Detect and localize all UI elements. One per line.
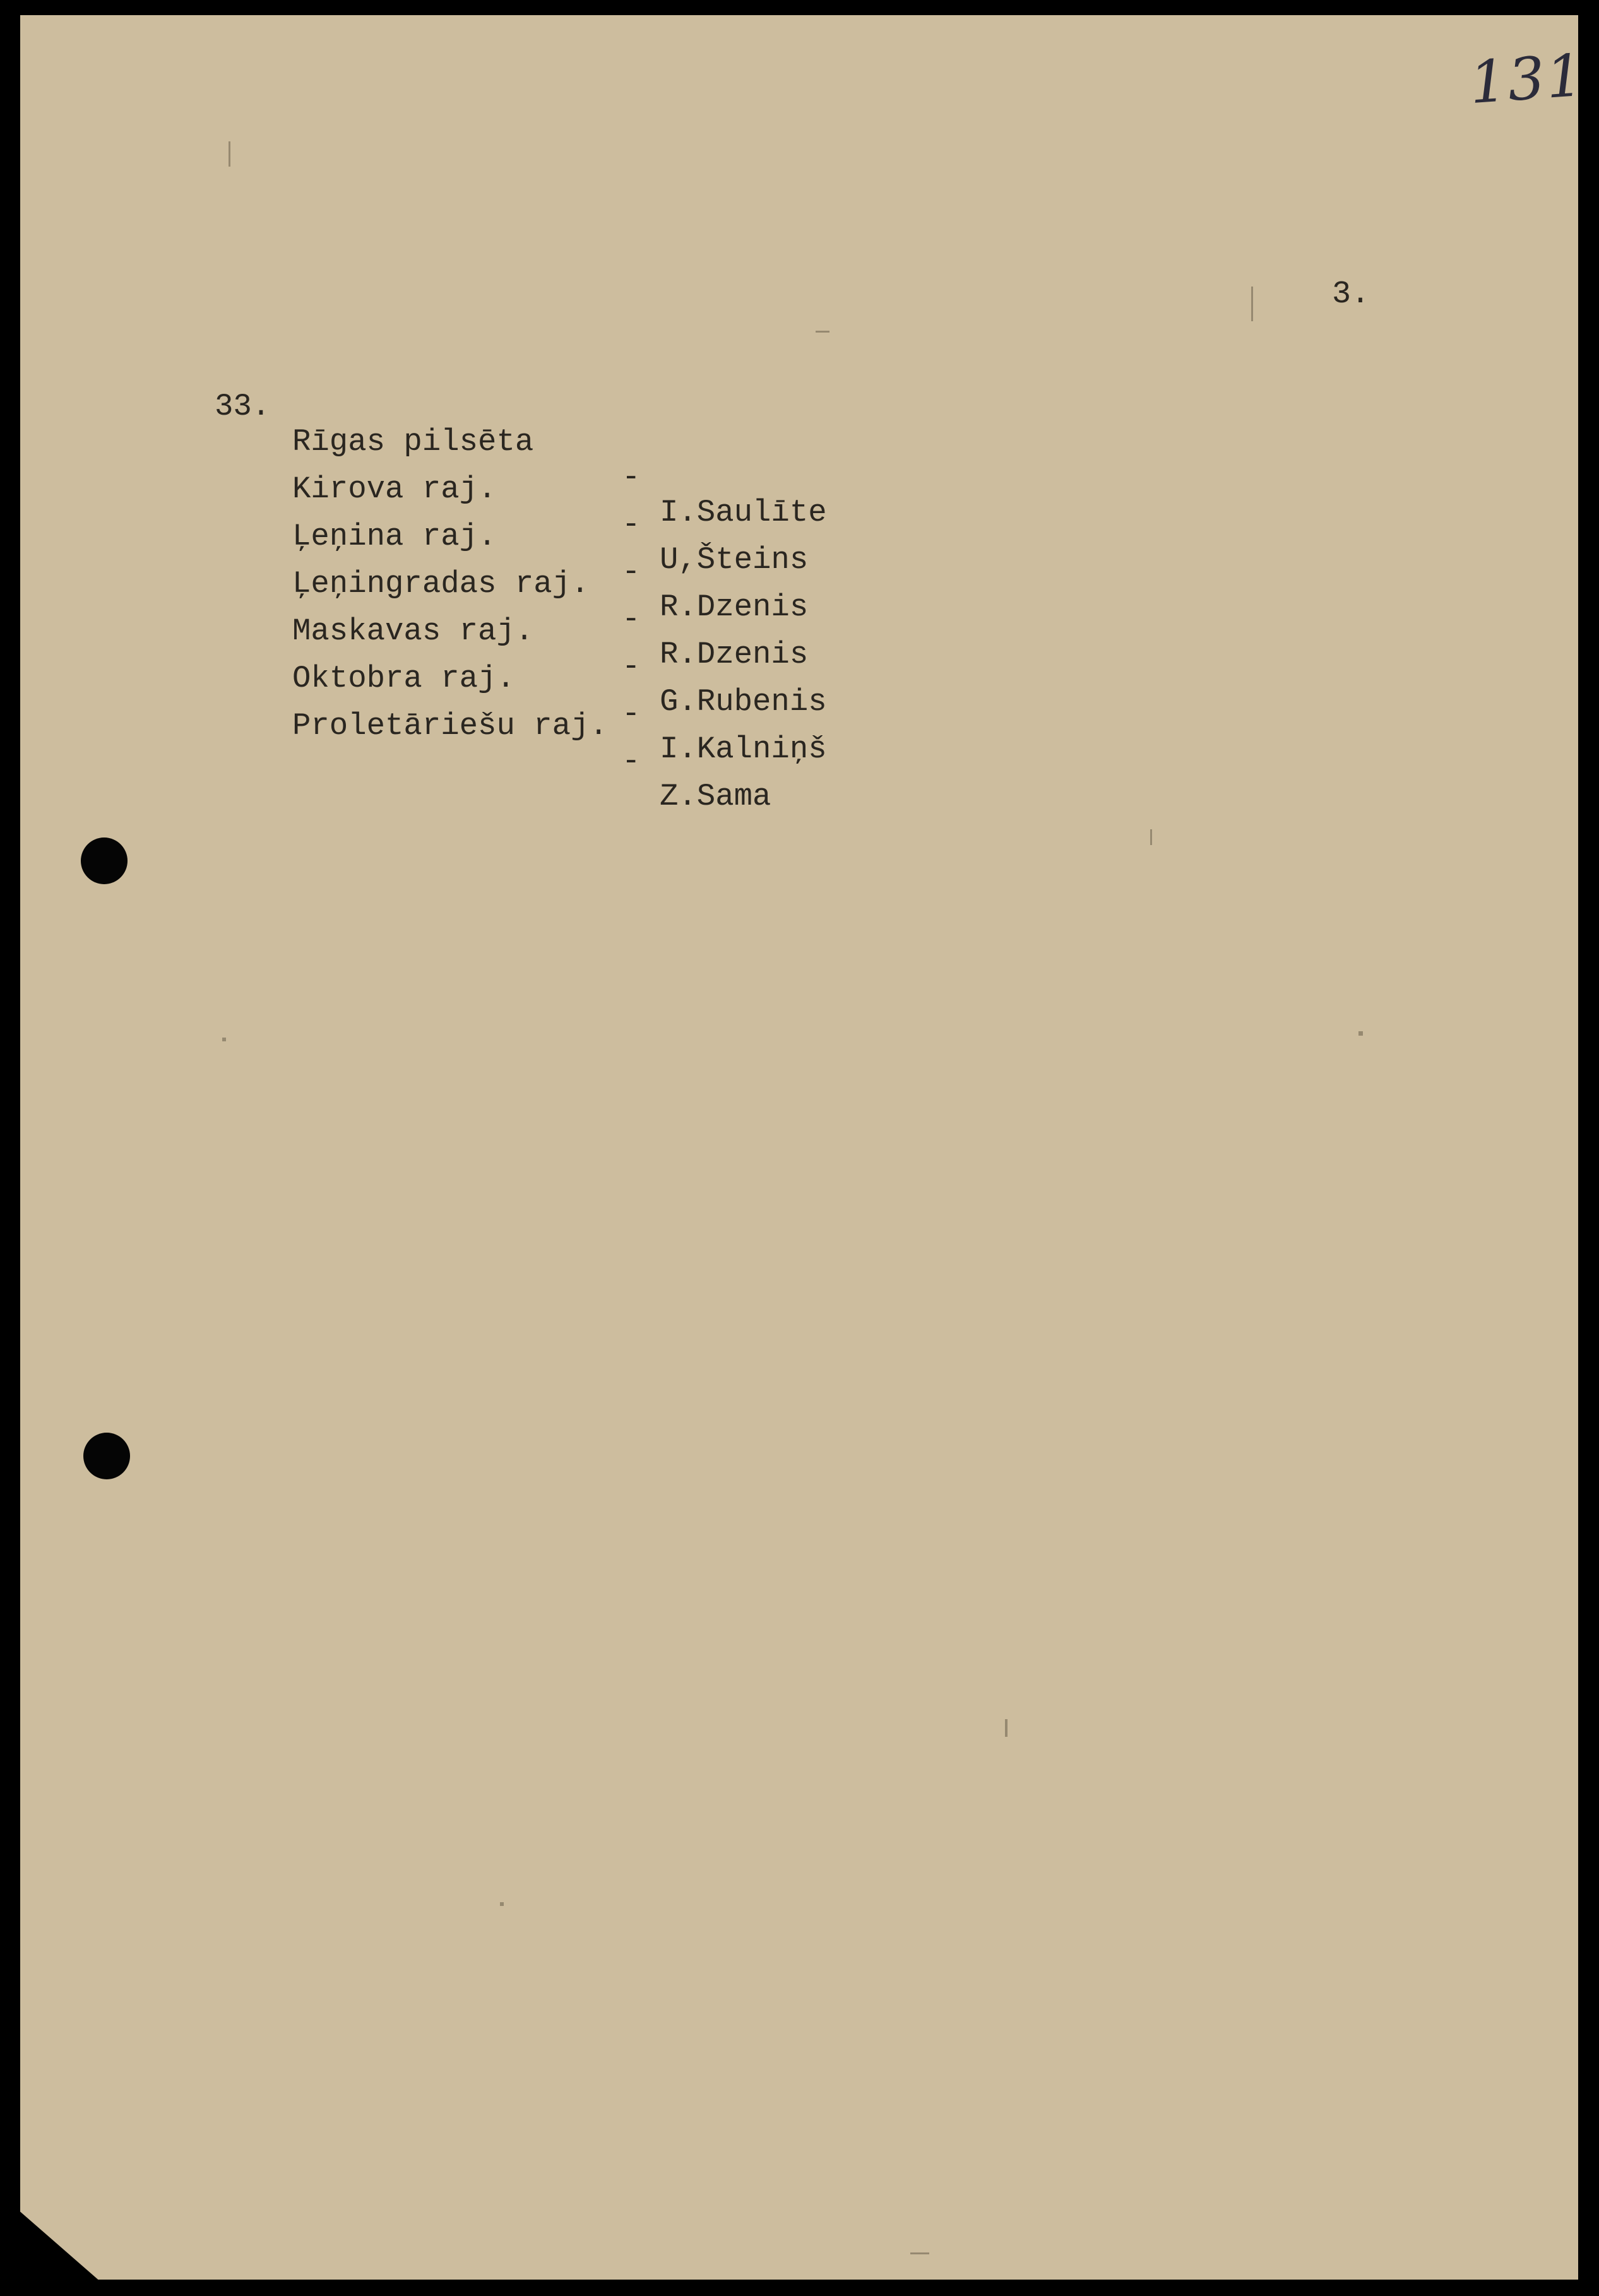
paper-speck [1150, 829, 1152, 845]
separator-dash: - [622, 507, 641, 542]
separator-dash: - [622, 459, 641, 495]
paper-speck [222, 1038, 226, 1041]
paper-speck [500, 1902, 504, 1906]
person-name: I.Kalniņš [660, 731, 827, 767]
person-name: Z.Sama [660, 779, 771, 814]
district-name: Rīgas pilsēta [292, 424, 534, 459]
paper-speck [816, 331, 829, 333]
entry-number: 33. [215, 389, 271, 424]
district-name: Ļeņingradas raj. [292, 566, 590, 601]
person-name: R.Dzenis [660, 637, 809, 672]
district-name: Maskavas raj. [292, 613, 534, 649]
separator-dash: - [622, 554, 641, 589]
district-name: Kirova raj. [292, 471, 497, 507]
separator-dash: - [622, 696, 641, 731]
punch-hole [81, 837, 128, 884]
paper-speck [1251, 287, 1253, 321]
district-name: Oktobra raj. [292, 661, 515, 696]
folio-number: 131 [1467, 41, 1587, 117]
separator-dash: - [622, 649, 641, 684]
separator-dash: - [622, 601, 641, 637]
person-name: R.Dzenis [660, 589, 809, 625]
person-name: G.Rubenis [660, 684, 827, 719]
page-number: 3. [1332, 276, 1370, 312]
person-name: I.Saulīte [660, 495, 827, 530]
separator-dash: - [622, 743, 641, 779]
district-name: Ļeņina raj. [292, 519, 497, 554]
district-list [215, 353, 827, 814]
paper-speck [229, 141, 230, 167]
paper-speck [910, 2252, 929, 2254]
person-name: U,Šteins [660, 542, 809, 577]
punch-hole [83, 1433, 130, 1479]
district-name: Proletāriešu raj. [292, 708, 608, 743]
paper-speck [1005, 1719, 1008, 1737]
paper-speck [1358, 1031, 1363, 1036]
